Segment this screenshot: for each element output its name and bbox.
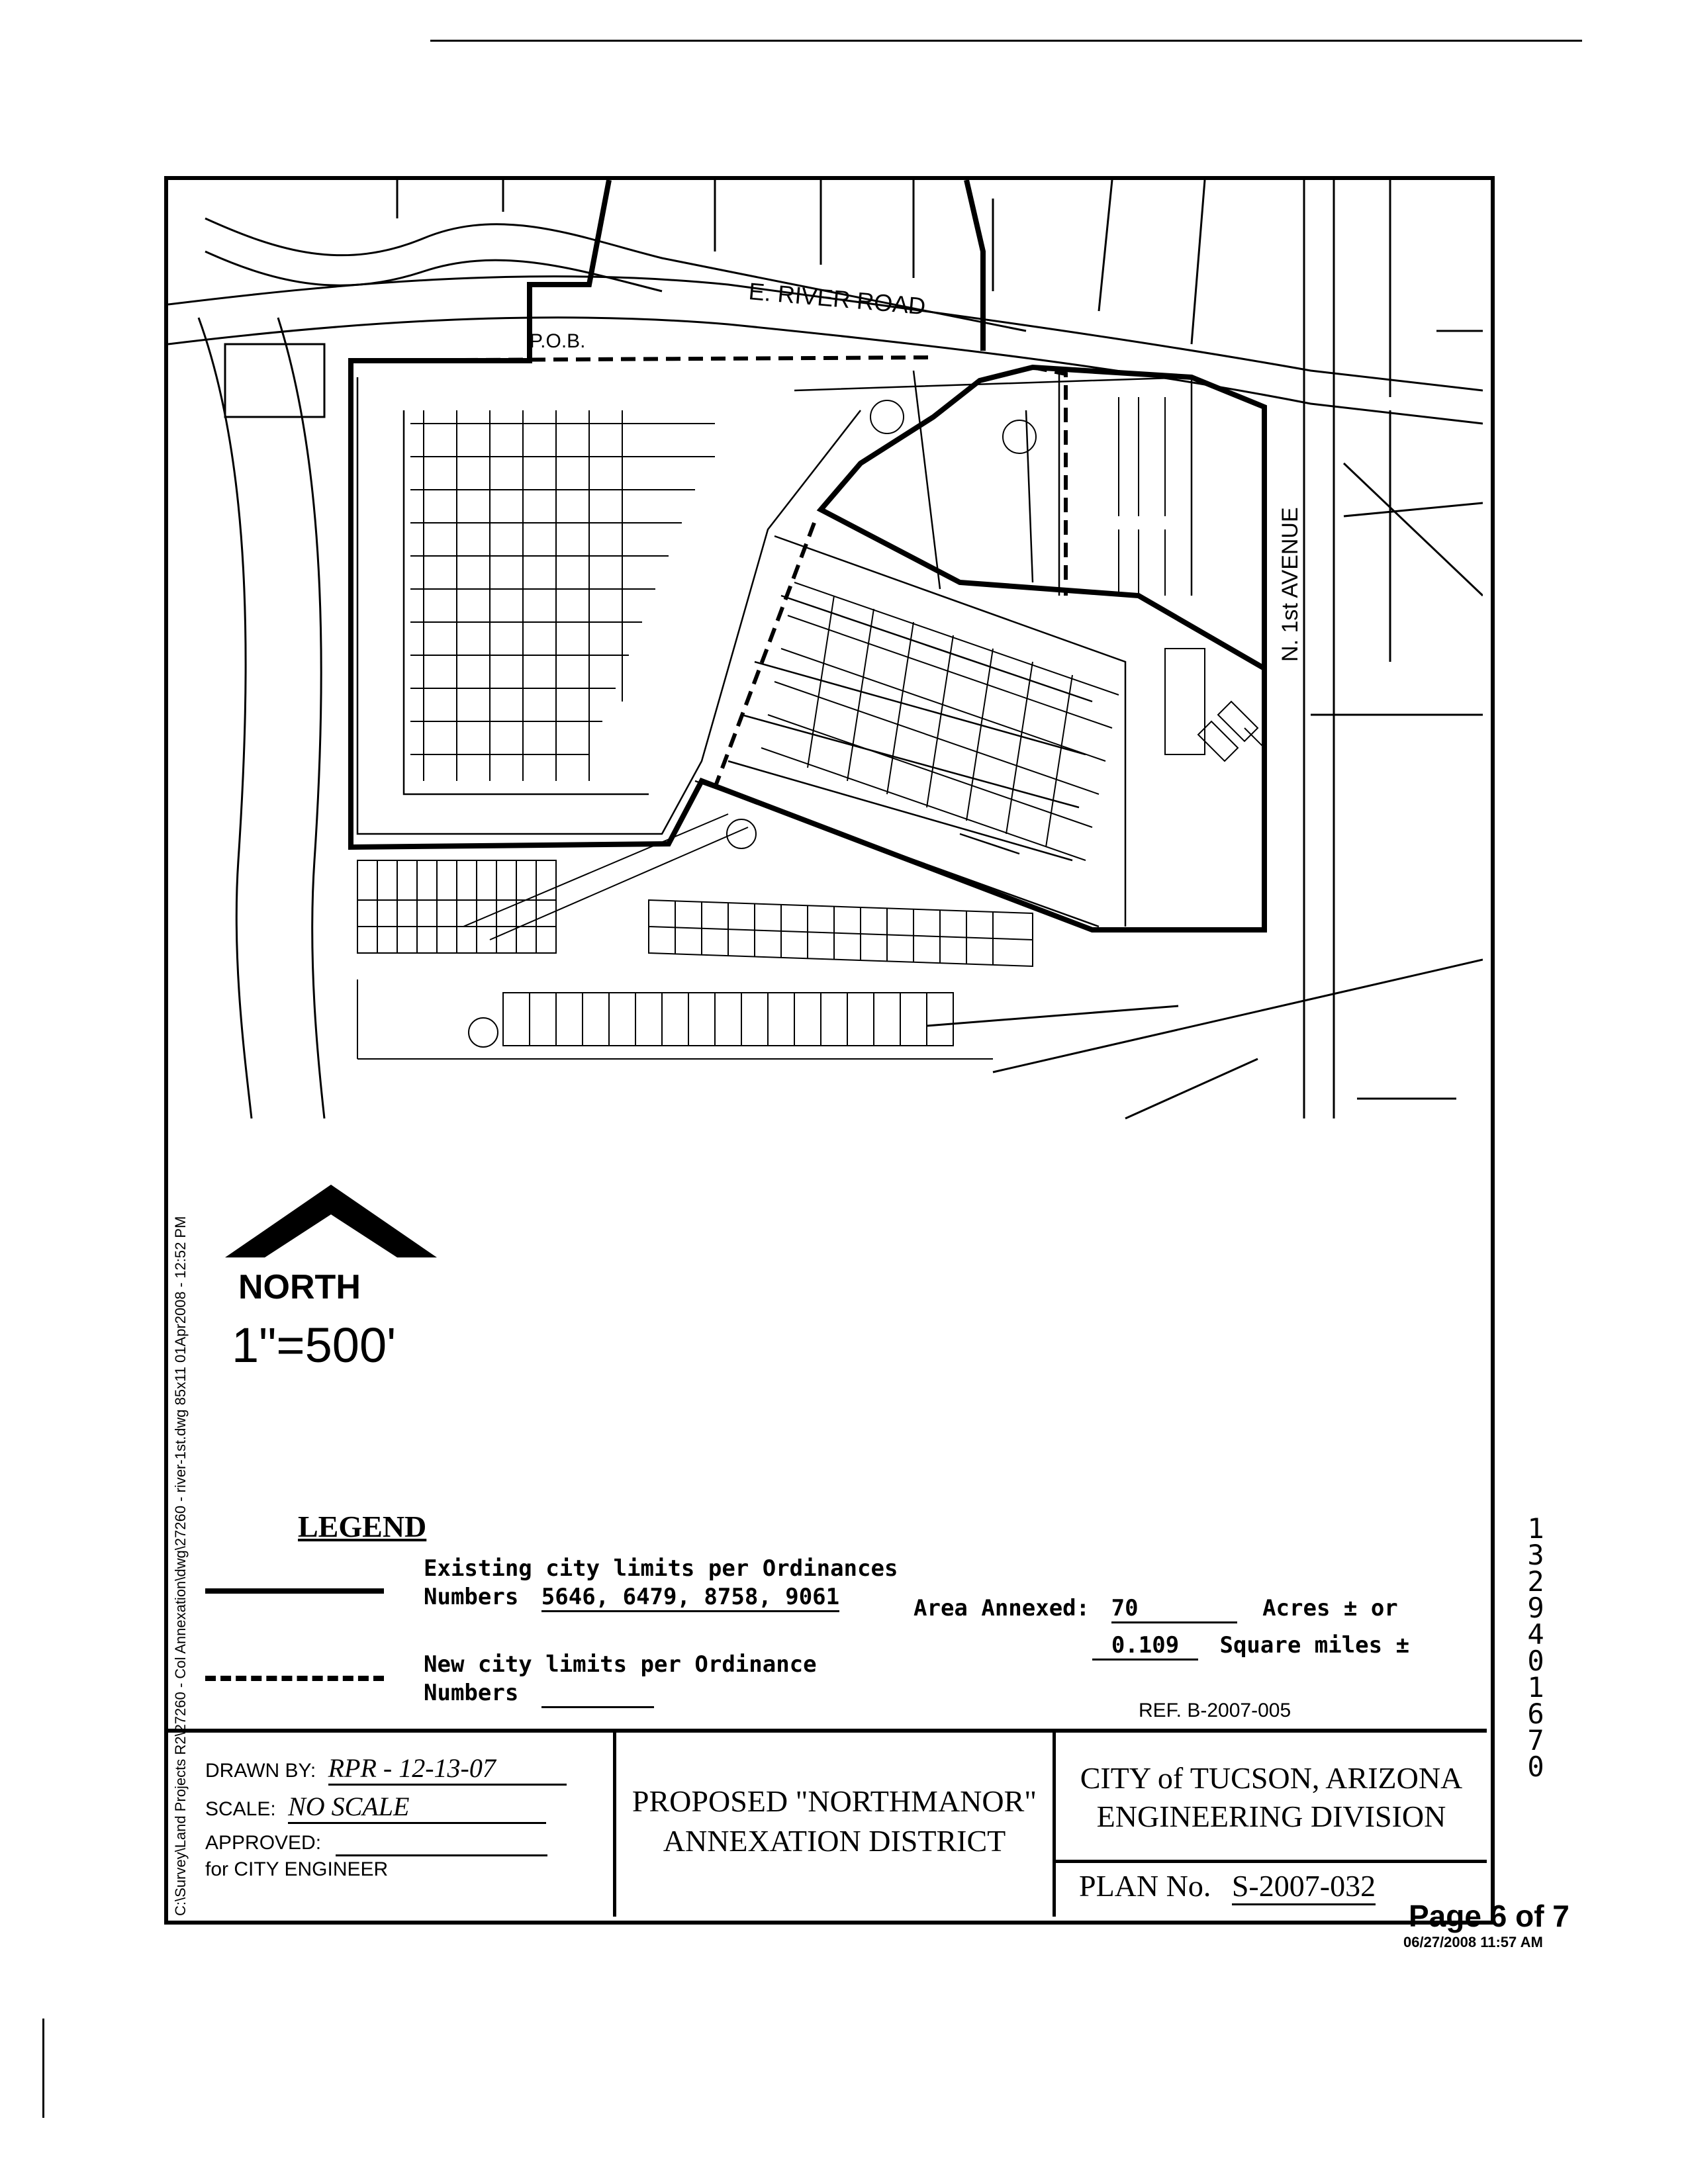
- title-block-divider-3: [1053, 1860, 1487, 1863]
- scale-label: SCALE:: [205, 1798, 276, 1820]
- legend-existing-text-2: [424, 1584, 839, 1612]
- project-title-1: PROPOSED "NORTHMANOR": [632, 1784, 1037, 1818]
- city-name: CITY of TUCSON, ARIZONA: [1080, 1761, 1463, 1795]
- river-road-south-edge: [168, 318, 1483, 424]
- approved-label: APPROVED:: [205, 1832, 322, 1854]
- drawn-by-label: DRAWN BY:: [205, 1760, 316, 1782]
- legend-existing-line: [205, 1588, 384, 1594]
- drawn-by-value: RPR - 12-13-07: [328, 1752, 567, 1786]
- east-buildings: [1165, 649, 1264, 761]
- north-parcel-lines: [397, 180, 1483, 715]
- legend-new-ordinance-blank: [541, 1680, 654, 1708]
- legend-existing-prefix: Numbers: [424, 1584, 519, 1610]
- legend-existing-ordinances: 5646, 6479, 8758, 9061: [541, 1584, 839, 1612]
- project-title-2: ANNEXATION DISTRICT: [663, 1824, 1006, 1858]
- division-name: ENGINEERING DIVISION: [1096, 1799, 1446, 1833]
- scale-row: [205, 1791, 546, 1824]
- north-arrow-icon: [218, 1178, 444, 1277]
- legend-existing-text-1: Existing city limits per Ordinances: [424, 1555, 898, 1582]
- legend-new-text-1: New city limits per Ordinance: [424, 1651, 817, 1678]
- legend-new-text-2: [424, 1680, 654, 1708]
- header-rule: [430, 40, 1582, 42]
- sqmi-value: 0.109: [1092, 1632, 1198, 1661]
- area-annexed-row: [914, 1595, 1398, 1623]
- margin-line: [42, 2019, 44, 2118]
- scale-value: NO SCALE: [288, 1791, 546, 1824]
- square-miles-row: [1092, 1632, 1409, 1661]
- plan-number-row: [1079, 1868, 1376, 1905]
- pob-label: P.O.B.: [530, 330, 586, 352]
- sqmi-unit: Square miles ±: [1219, 1632, 1410, 1659]
- area-annexed-label: Area Annexed:: [914, 1595, 1090, 1621]
- annexation-map: [168, 180, 1483, 1120]
- page-indicator: Page 6 of 7: [1409, 1899, 1570, 1933]
- acres-value: 70: [1111, 1595, 1237, 1623]
- document-number: 13294 01670: [1527, 1512, 1544, 1783]
- plan-value: S-2007-032: [1232, 1868, 1376, 1905]
- river-road-label: E. RIVER ROAD: [747, 277, 927, 320]
- print-timestamp: 06/27/2008 11:57 AM: [1403, 1934, 1543, 1950]
- first-avenue-label: N. 1st AVENUE: [1278, 507, 1303, 662]
- north-label: NORTH: [238, 1268, 361, 1306]
- new-city-limits: [351, 357, 1066, 788]
- west-road-edge-1: [199, 318, 252, 1118]
- file-path-text: C:\Survey\Land Projects R2\27260 - Col Annexation\dwg\27260 - river-1st.dwg 85x11 01Apr2008 - 12:52 PM: [172, 1216, 189, 1916]
- plan-label: PLAN No.: [1079, 1869, 1211, 1903]
- legend-new-prefix: Numbers: [424, 1680, 519, 1706]
- south-parcel-lines: [927, 960, 1483, 1118]
- west-road-edge-2: [278, 318, 324, 1118]
- approved-row: [205, 1832, 547, 1856]
- title-block-divider-1: [613, 1729, 616, 1917]
- scale-text: 1"=500': [232, 1318, 397, 1373]
- approved-signature-blank: [336, 1832, 547, 1856]
- legend-title: LEGEND: [298, 1510, 427, 1543]
- legend-new-line: [205, 1676, 384, 1681]
- drawn-by-row: [205, 1752, 567, 1786]
- for-city-engineer: for CITY ENGINEER: [205, 1858, 389, 1880]
- ref-number: REF. B-2007-005: [1139, 1700, 1291, 1721]
- nw-parcel: [225, 344, 324, 417]
- acres-unit: Acres ± or: [1262, 1595, 1398, 1621]
